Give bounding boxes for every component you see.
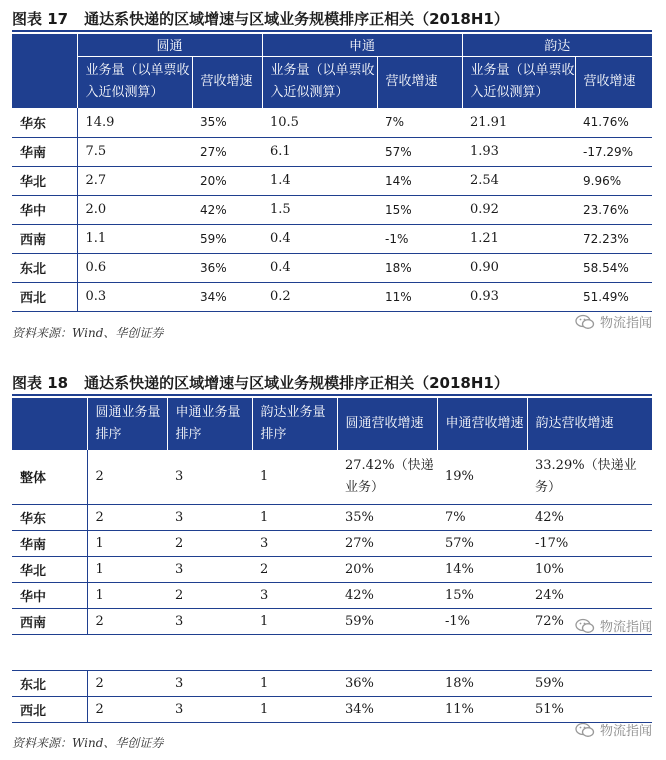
cell: 51% bbox=[535, 702, 564, 717]
cell: 1.4 bbox=[270, 173, 291, 188]
table-row bbox=[12, 671, 652, 697]
fig17-sub-vol: 业务量（以单票收入近似测算） bbox=[262, 56, 377, 108]
cell: 3 bbox=[175, 676, 184, 691]
cell: 72% bbox=[535, 613, 564, 629]
fig17-company-yd: 韵达 bbox=[462, 34, 652, 56]
fig17-sub-growth: 营收增速 bbox=[575, 56, 652, 108]
region-label: 华东 bbox=[12, 504, 87, 530]
cell: 42% bbox=[535, 509, 564, 525]
cell: 27% bbox=[345, 535, 374, 551]
region-label: 西北 bbox=[12, 282, 77, 311]
table-row bbox=[12, 282, 652, 311]
cell: 2.54 bbox=[470, 173, 499, 188]
cell: 20% bbox=[200, 173, 227, 188]
cell: 15% bbox=[385, 202, 412, 217]
cell: 2 bbox=[95, 676, 104, 691]
fig18-header: 申通业务量排序 bbox=[167, 398, 252, 450]
fig18-table-continued bbox=[12, 670, 652, 723]
table-row bbox=[12, 697, 652, 723]
fig18-label: 图表 18 bbox=[12, 374, 69, 392]
cell: 20% bbox=[345, 561, 374, 577]
cell: 14.9 bbox=[85, 114, 115, 130]
region-label: 华北 bbox=[12, 166, 77, 195]
cell: 0.2 bbox=[270, 289, 291, 304]
fig18-header: 申通营收增速 bbox=[437, 398, 527, 450]
cell: 21.91 bbox=[470, 114, 508, 130]
fig18-source: 资料来源：Wind、华创证券 bbox=[12, 736, 164, 750]
fig17-rule bbox=[12, 30, 652, 32]
fig17-title bbox=[12, 8, 525, 29]
cell: 11% bbox=[385, 289, 412, 304]
fig18-rule bbox=[12, 394, 652, 396]
watermark-text: 物流指闻 bbox=[599, 724, 652, 739]
cell: 42% bbox=[200, 202, 227, 217]
region-label: 西南 bbox=[12, 224, 77, 253]
cell: 2 bbox=[175, 535, 184, 551]
fig17-sub-growth: 营收增速 bbox=[192, 56, 262, 108]
fig18-table bbox=[12, 398, 652, 635]
region-label: 华南 bbox=[12, 530, 87, 556]
table-row bbox=[12, 137, 652, 166]
cell: 7% bbox=[385, 115, 405, 130]
region-label: 华南 bbox=[12, 137, 77, 166]
cell: 41.76% bbox=[583, 115, 629, 130]
cell: 59% bbox=[345, 613, 374, 629]
cell: 23.76% bbox=[583, 202, 629, 217]
cell: 1 bbox=[260, 509, 269, 525]
fig18-watermark bbox=[575, 720, 652, 739]
fig18-corner-header bbox=[12, 398, 87, 450]
fig17-title-text: 通达系快递的区域增速与区域业务规模排序正相关（2018H1） bbox=[84, 10, 509, 28]
table-row bbox=[12, 556, 652, 582]
cell: -1% bbox=[385, 231, 409, 246]
cell: 18% bbox=[385, 260, 412, 275]
cell: 1.21 bbox=[470, 231, 499, 246]
cell: 15% bbox=[445, 587, 474, 603]
fig17-corner-header bbox=[12, 34, 77, 108]
cell: 2.7 bbox=[85, 173, 107, 188]
fig17-sub-vol: 业务量（以单票收入近似测算） bbox=[462, 56, 575, 108]
table-row bbox=[12, 608, 652, 634]
cell: 1 bbox=[95, 561, 104, 577]
fig17-table bbox=[12, 34, 652, 312]
wechat-icon bbox=[575, 314, 595, 330]
fig17-sub-growth: 营收增速 bbox=[377, 56, 462, 108]
table-row bbox=[12, 108, 652, 137]
fig17-label: 图表 17 bbox=[12, 10, 69, 28]
cell: 2.0 bbox=[85, 202, 107, 217]
cell: 19% bbox=[445, 469, 474, 485]
cell: -17% bbox=[535, 535, 569, 551]
cell: 1 bbox=[260, 702, 269, 717]
cell: 34% bbox=[345, 702, 374, 717]
cell: 51.49% bbox=[583, 289, 629, 304]
cell: 1.93 bbox=[470, 144, 499, 159]
cell: 59% bbox=[535, 676, 564, 691]
fig17-company-st: 申通 bbox=[262, 34, 462, 56]
cell: 3 bbox=[260, 535, 269, 551]
cell: 27% bbox=[200, 144, 227, 159]
cell: 33.29%（快递业务） bbox=[535, 457, 637, 495]
cell: 1 bbox=[260, 676, 269, 691]
region-label: 西北 bbox=[12, 697, 87, 723]
table-row bbox=[12, 582, 652, 608]
cell: 6.1 bbox=[270, 144, 291, 159]
fig18-header: 圆通营收增速 bbox=[337, 398, 437, 450]
wechat-icon bbox=[575, 618, 595, 634]
cell: 2 bbox=[95, 469, 104, 485]
cell: 1 bbox=[95, 535, 104, 551]
cell: 0.92 bbox=[470, 202, 499, 217]
cell: 1 bbox=[260, 469, 269, 485]
table-row bbox=[12, 253, 652, 282]
region-label: 华中 bbox=[12, 195, 77, 224]
fig18-title-text: 通达系快递的区域增速与区域业务规模排序正相关（2018H1） bbox=[84, 374, 509, 392]
cell: 0.6 bbox=[85, 260, 107, 275]
fig17-company-yt: 圆通 bbox=[77, 34, 262, 56]
cell: 34% bbox=[200, 289, 227, 304]
cell: 10.5 bbox=[270, 114, 299, 130]
cell: 36% bbox=[200, 260, 227, 275]
cell: 35% bbox=[345, 509, 374, 525]
cell: 1.5 bbox=[270, 202, 291, 217]
cell: 2 bbox=[95, 702, 104, 717]
fig18-header: 韵达业务量排序 bbox=[252, 398, 337, 450]
fig18-header: 韵达营收增速 bbox=[527, 398, 652, 450]
table-row bbox=[12, 530, 652, 556]
cell: 2 bbox=[175, 587, 184, 603]
cell: 35% bbox=[200, 115, 227, 130]
cell: 9.96% bbox=[583, 173, 622, 188]
cell: 11% bbox=[445, 702, 474, 717]
cell: 7% bbox=[445, 509, 466, 525]
cell: 2 bbox=[95, 613, 104, 629]
cell: 1 bbox=[260, 613, 269, 629]
cell: 14% bbox=[445, 561, 474, 577]
table-row bbox=[12, 224, 652, 253]
fig18-header: 圆通业务量排序 bbox=[87, 398, 167, 450]
cell: 58.54% bbox=[583, 260, 629, 275]
cell: 57% bbox=[385, 144, 412, 159]
cell: 0.93 bbox=[470, 289, 499, 304]
cell: 18% bbox=[445, 676, 474, 691]
cell: 24% bbox=[535, 587, 564, 603]
cell: 3 bbox=[260, 587, 269, 603]
region-label: 华东 bbox=[12, 108, 77, 137]
cell: 10% bbox=[535, 561, 564, 577]
table-row bbox=[12, 450, 652, 504]
table-row bbox=[12, 504, 652, 530]
cell: 3 bbox=[175, 561, 184, 577]
cell: -1% bbox=[445, 613, 471, 629]
region-label: 西南 bbox=[12, 608, 87, 634]
cell: 0.4 bbox=[270, 231, 291, 246]
fig17-sub-vol: 业务量（以单票收入近似测算） bbox=[77, 56, 192, 108]
cell: 2 bbox=[95, 509, 104, 525]
fig18-watermark-mid bbox=[575, 616, 652, 635]
region-label: 华中 bbox=[12, 582, 87, 608]
cell: 36% bbox=[345, 676, 374, 691]
cell: 3 bbox=[175, 613, 184, 629]
cell: 59% bbox=[200, 231, 227, 246]
cell: 27.42%（快递业务） bbox=[345, 457, 434, 495]
region-label: 东北 bbox=[12, 671, 87, 697]
cell: 1 bbox=[95, 587, 104, 603]
table-row bbox=[12, 195, 652, 224]
region-label: 东北 bbox=[12, 253, 77, 282]
fig17-source: 资料来源：Wind、华创证券 bbox=[12, 326, 164, 340]
cell: 3 bbox=[175, 469, 184, 485]
cell: 3 bbox=[175, 509, 184, 525]
region-label: 华北 bbox=[12, 556, 87, 582]
cell: 7.5 bbox=[85, 144, 107, 159]
watermark-text: 物流指闻 bbox=[599, 316, 652, 331]
cell: 14% bbox=[385, 173, 412, 188]
cell: 42% bbox=[345, 587, 374, 603]
fig18-title bbox=[12, 372, 525, 393]
cell: -17.29% bbox=[583, 144, 634, 159]
cell: 0.3 bbox=[85, 289, 107, 304]
watermark-text: 物流指闻 bbox=[599, 620, 652, 635]
cell: 0.4 bbox=[270, 260, 291, 275]
cell: 0.90 bbox=[470, 260, 499, 275]
cell: 1.1 bbox=[85, 231, 107, 246]
table-row bbox=[12, 166, 652, 195]
wechat-icon bbox=[575, 722, 595, 738]
cell: 57% bbox=[445, 535, 474, 551]
cell: 2 bbox=[260, 561, 269, 577]
region-label: 整体 bbox=[12, 450, 87, 504]
fig17-watermark bbox=[575, 312, 652, 331]
cell: 72.23% bbox=[583, 231, 629, 246]
cell: 3 bbox=[175, 702, 184, 717]
